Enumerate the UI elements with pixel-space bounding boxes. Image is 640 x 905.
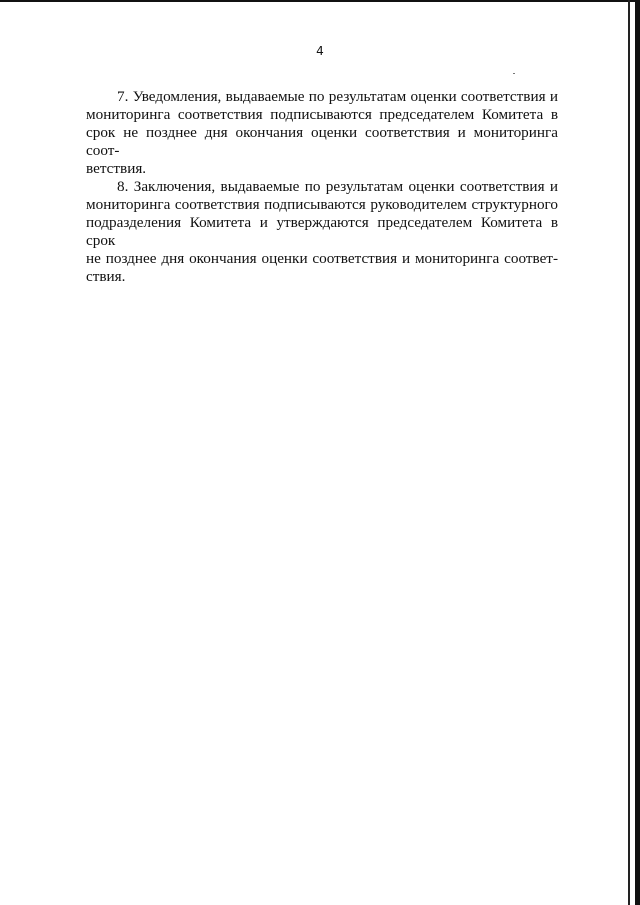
paragraph-line: мониторинга соответствия подписываются председателем Комитета в [86,106,558,123]
paragraph-line: 8. Заключения, выдаваемые по результатам оценки соответствия и [117,178,558,195]
paragraph-line: мониторинга соответствия подписываются руководителем структурного [86,196,558,213]
paragraph-line: 7. Уведомления, выдаваемые по результатам оценки соответствия и [117,88,558,105]
paragraph-7 [86,88,558,178]
scan-border-right [635,0,640,905]
paragraph-line: подразделения Комитета и утверждаются председателем Комитета в срок [86,214,558,249]
paragraph-line: не позднее дня окончания оценки соответствия и мониторинга соответ- [86,250,558,267]
scan-speck [513,73,515,74]
paragraph-line: ветствия. [86,160,147,177]
scan-border-right-inner [628,0,630,905]
paragraph-line: ствия. [86,268,126,285]
scan-border-top [0,0,640,2]
page-number: 4 [316,44,324,58]
document-body [86,88,558,286]
paragraph-line: срок не позднее дня окончания оценки соответствия и мониторинга соот- [86,124,558,159]
paragraph-8 [86,178,558,286]
